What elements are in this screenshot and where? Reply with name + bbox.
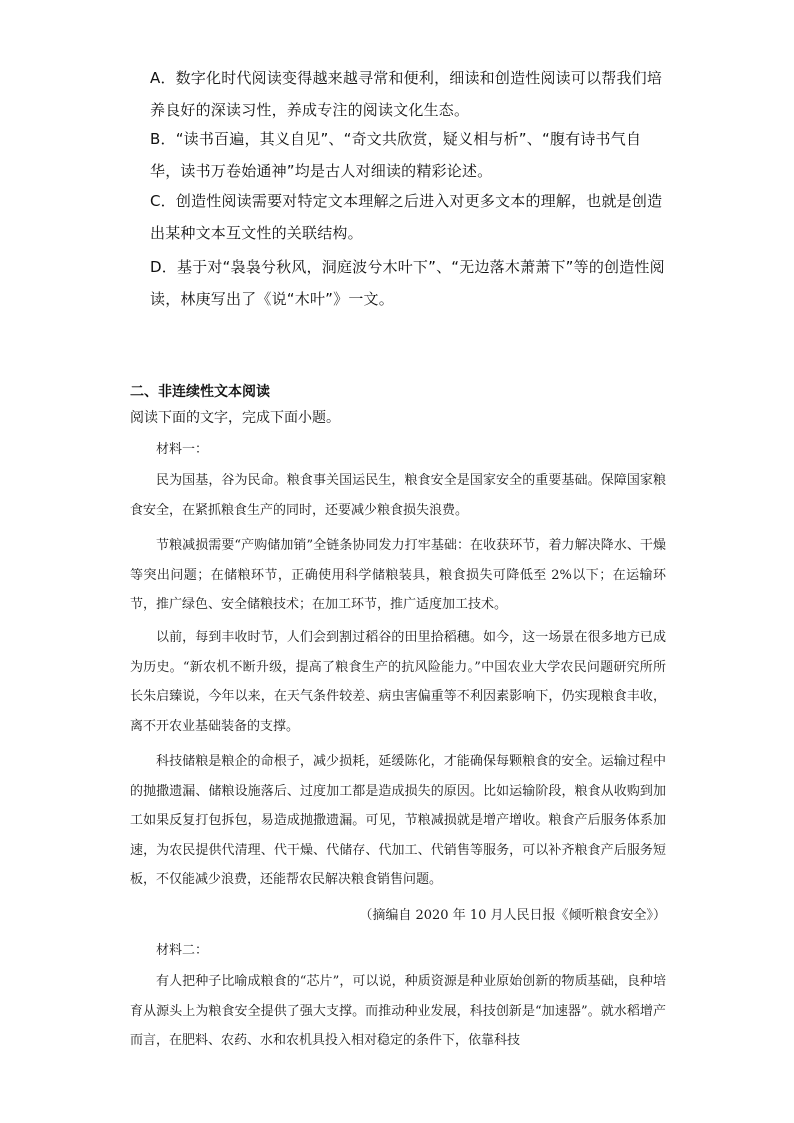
material-1-paragraph-2: 节粮减损需要“产购储加销”全链条协同发力打牢基础：在收获环节，着力解决降水、干燥等突出问题；在储粮环节，正确使用科学储粮装具，粮食损失可降低至 2%以下；在运输环节，推广绿色、安全储粮技术；在加工环节，推广适度加工技术。 [130,538,666,612]
section-title: 二、非连续性文本阅读 [130,384,270,400]
section-instruction: 阅读下面的文字，完成下面小题。 [130,410,340,426]
material-1-paragraph-1: 民为国基，谷为民命。粮食事关国运民生，粮食安全是国家安全的重要基础。保障国家粮食安全，在紧抓粮食生产的同时，还要减少粮食损失浪费。 [130,473,666,518]
option-d: D．基于对“袅袅兮秋风，洞庭波兮木叶下”、“无边落木萧萧下”等的创造性阅读，林庚写出了《说“木叶”》一文。 [150,258,665,308]
material-2-label: 材料二： [156,943,209,958]
material-2-paragraph-1: 有人把种子比喻成粮食的“芯片”，可以说，种质资源是种业原始创新的物质基础，良种培育从源头上为粮食安全提供了强大支撑。而推动种业发展，科技创新是“加速器”。就水稻增产而言，在肥料、农药、水和农机具投入相对稳定的条件下，依靠科技 [130,974,666,1048]
material-1-label: 材料一： [156,442,209,457]
option-c: C．创造性阅读需要对特定文本理解之后进入对更多文本的理解，也就是创造出某种文本互文性的关联结构。 [150,192,663,242]
option-b: B．“读书百遍，其义自见”、“奇文共欣赏，疑义相与析”、“腹有诗书气自华，读书万卷始通神”均是古人对细读的精彩论述。 [150,130,642,180]
option-a: A．数字化时代阅读变得越来越寻常和便利，细读和创造性阅读可以帮我们培养良好的深读习性，养成专注的阅读文化生态。 [150,69,663,119]
material-1-paragraph-4: 科技储粮是粮企的命根子，减少损耗，延缓陈化，才能确保每颗粮食的安全。运输过程中的抛撒遗漏、储粮设施落后、过度加工都是造成损失的原因。比如运输阶段，粮食从收购到加工如果反复打包拆包，易造成抛撒遗漏。可见，节粮减损就是增产增收。粮食产后服务体系加速，为农民提供代清理、代干燥、代储存、代加工、代销售等服务，可以补齐粮食产后服务短板，不仅能减少浪费，还能帮农民解决粮食销售问题。 [130,754,666,887]
material-1-source: （摘编自 2020 年 10 月人民日报《倾听粮食安全》） [359,908,666,923]
material-1-paragraph-3: 以前，每到丰收时节，人们会到割过稻谷的田里拾稻穗。如今，这一场景在很多地方已成为历史。“新农机不断升级，提高了粮食生产的抗风险能力。”中国农业大学农民问题研究所所长朱启臻说，今年以来，在天气条件较差、病虫害偏重等不利因素影响下，仍实现粮食丰收，离不开农业基础装备的支撑。 [130,630,666,734]
